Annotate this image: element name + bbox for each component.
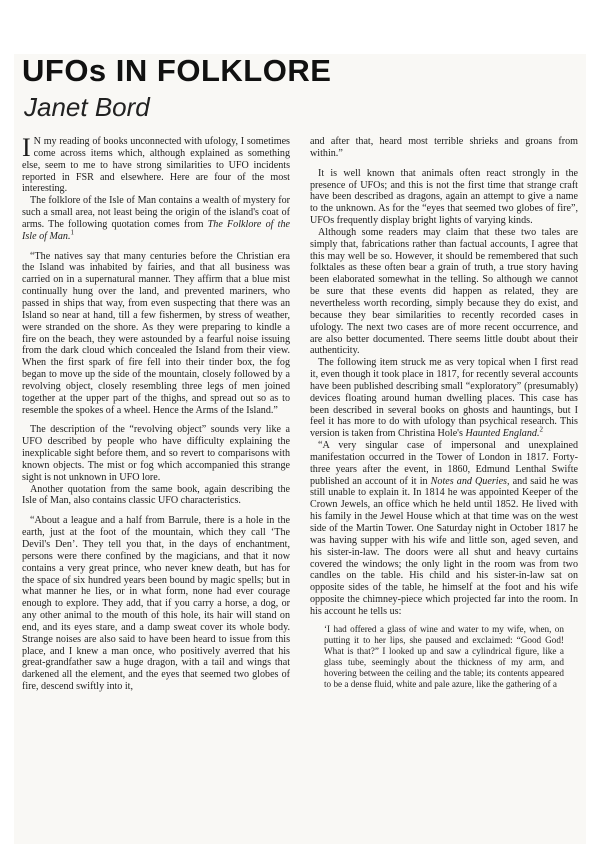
book-title: Haunted England. bbox=[465, 428, 540, 440]
paragraph: and after that, heard most terrible shrieks and groans from within.” bbox=[310, 136, 578, 159]
paragraph: It is well known that animals often react strongly in the presence of UFOs; and this is not the first time that strange craft have been described as dragons, again an attempt to give a name to the unknown. As for the “eyes that seemed two globes of fire”, UFOs frequently display bright lights of varying kinds. bbox=[310, 167, 578, 227]
paragraph-text: The following item struck me as very topical when I first read it, even though it took place in 1817, for recently several accounts have been published describing small “exploratory” (presumably) devices floating around human dwelling places. This case has been described in several books on ghosts and hauntings, but I feel it has more to do with ufology than psychical research. This version is taken from Christina Hole's bbox=[310, 357, 578, 440]
footnote-ref: 2 bbox=[539, 425, 543, 434]
book-title: The Folklore of the Isle of Man. bbox=[22, 218, 290, 242]
paragraph-text: “A very singular case of impersonal and unexplained manifestation occurred in the Tower of London in 1817. Forty-three years after the event, in 1860, Edmund Lenthal Swifte published an account of it in bbox=[310, 440, 578, 487]
magazine-page bbox=[14, 54, 586, 844]
quoted-paragraph bbox=[310, 440, 578, 618]
paragraph-text: N my reading of books unconnected with ufology, I sometimes come across items which, although explained as something else, seem to me to have strong similarities to UFO incidents reported in FSR and elsewhere. Here are four of the most interesting. bbox=[22, 136, 290, 195]
paragraph bbox=[22, 195, 290, 242]
right-column bbox=[310, 136, 578, 690]
paragraph-text: and said he was still unable to explain it. In 1814 he was appointed Keeper of the Crown Jewels, an office which he held until 1852. He lived with his family in the Jewel House which at that time was on the west side of the Martin Tower. One Saturday night in October 1817 he was having supper with his wife and little son, aged seven, and his sister-in-law. The doors were all shut and heavy curtains covered the windows; the only light in the room was from two candles on the table. His child and his sister-in-law sat on opposite sides of the table, he himself at the foot and his wife opposite the chimney-piece which projected far into the room. In his account he tells us: bbox=[310, 475, 578, 617]
block-quote: ‘I had offered a glass of wine and water to my wife, when, on putting it to her lips, she paused and exclaimed: “Good God! What is that?” I looked up and saw a cylindrical figure, like a glass tube, seemingly about the thickness of my arm, and hovering between the ceiling and the table; its contents appeared to be a dense fluid, white and pale azure, like the gathering of a bbox=[324, 623, 564, 689]
left-column bbox=[22, 133, 290, 693]
article-title: UFOs IN FOLKLORE bbox=[22, 53, 332, 88]
footnote-ref: 1 bbox=[70, 228, 74, 237]
paragraph: The description of the “revolving object” sounds very like a UFO described by people who have difficulty explaining the inexplicable sight before them, and so revert to comparisons with known objects. The mist or fog which accompanied this strange sight is not unknown in UFO lore. bbox=[22, 424, 290, 483]
paragraph bbox=[22, 133, 290, 195]
article-author: Janet Bord bbox=[24, 92, 150, 122]
quoted-paragraph: “About a league and a half from Barrule, there is a hole in the earth, just at the foot of the mountain, which they call ‘The Devil's Den’. They tell you that, in the days of enchantment, persons were there confined by the magicians, and that it now contains a very great prince, who never knew death, but has for the space of six hundred years been bound by magic spells; but in what manner he lies, or in what form, none had ever courage enough to explore. They add, that if you carry a horse, a dog, or any other animal to the mouth of this hole, its hair will stand on end, and its eyes stare, and a damp sweat cover its whole body. Strange noises are also said to have been heard to issue from this place, and I knew a man once, who positively averred that his great-grandfather saw a huge dragon, with a tail and wings that darkened all the element, and the eyes that seemed two globes of fire, descend swiftly into it, bbox=[22, 515, 290, 693]
paragraph-text: The folklore of the Isle of Man contains a wealth of mystery for such a small area, not least being the origin of the island's coat of arms. The following quotation comes from bbox=[22, 195, 290, 230]
quoted-paragraph: “The natives say that many centuries before the Christian era the Island was inhabited by fairies, and that all business was carried on in a supernatural manner. They affirm that a blue mist continually hung over the land, and prevented mariners, who passed in ships that way, from even suspecting that there was an Island so near at hand, till a few fishermen, by stress of weather, were stranded on the shore. As they were preparing to kindle a fire on the beach, they were astounded by a fearful noise issuing from the dark cloud which concealed the Island from their view. When the first spark of fire fell into their tinder box, the fog began to move up the side of the mountain, closely followed by a revolving object, closely resembling three legs of men joined together at the upper part of the thighs, and spread out so as to resemble the spokes of a wheel. Hence the Arms of the Island.” bbox=[22, 250, 290, 416]
drop-cap: I bbox=[22, 133, 31, 162]
paragraph bbox=[310, 357, 578, 440]
paragraph: Although some readers may claim that these two tales are simply that, fabrications rather than factual accounts, I agree that this may well be so. However, it should be remembered that such folktales as these often bear a grain of truth, a true story having been elaborated somewhat in the telling. So although we cannot be sure that these events did happen as related, they are nevertheless worth recording, simply because they do exist, and because they bear similarities to recently recorded cases in ufology. The next two cases are of more recent occurrence, and are also better documented. There seems little doubt about their authenticity. bbox=[310, 226, 578, 357]
paragraph: Another quotation from the same book, again describing the Isle of Man, also contains classic UFO characteristics. bbox=[22, 483, 290, 507]
publication-title: Notes and Queries, bbox=[430, 475, 510, 487]
